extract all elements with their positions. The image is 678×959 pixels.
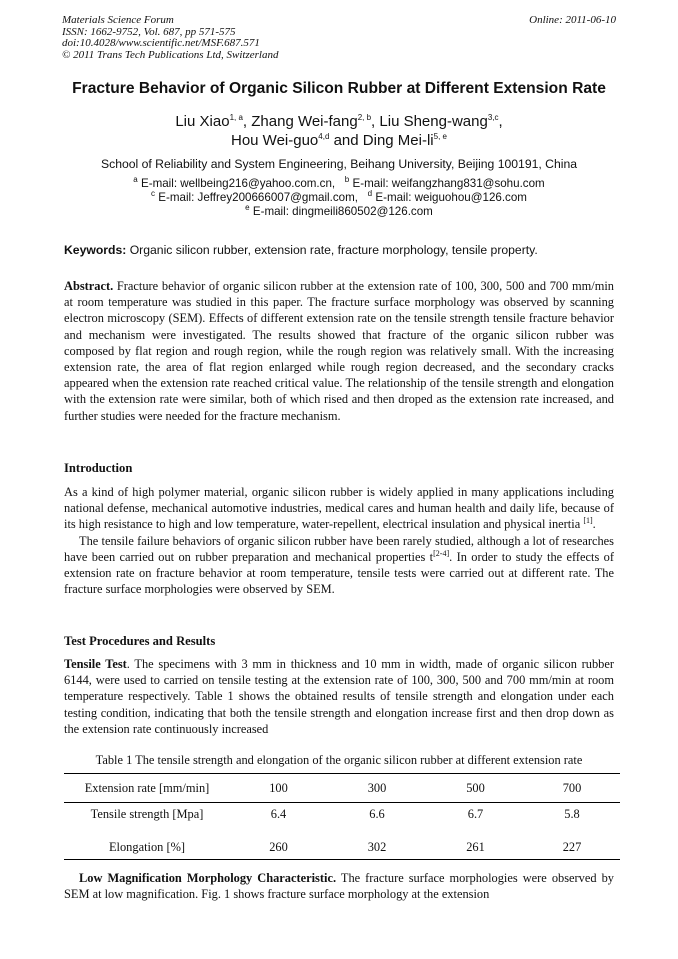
table-cell: 260 bbox=[269, 840, 288, 854]
keywords-label: Keywords: bbox=[64, 243, 127, 257]
author-and: and bbox=[333, 132, 359, 149]
email-address: E-mail: weifangzhang831@sohu.com bbox=[352, 177, 545, 190]
email-address: E-mail: dingmeili860502@126.com bbox=[252, 205, 433, 218]
intro-paragraph-2: The tensile failure behaviors of organic silicon rubber have been rarely studied, although a lot of researches have been carried out on rubber preparation and mechanical properties t[2-4]. In order to study the effects of extension rate on fracture behavior at room temperature, tensile tests were carried out at different rate. The fracture surface morphologies were observed by SEM. bbox=[64, 533, 615, 597]
table-cell: 500 bbox=[466, 780, 485, 795]
table-cell: 6.6 bbox=[369, 806, 385, 821]
section-heading-procedures: Test Procedures and Results bbox=[64, 634, 216, 648]
email-superscript: a bbox=[133, 175, 138, 185]
email-superscript: b bbox=[344, 175, 350, 185]
table-cell: 6.7 bbox=[467, 806, 484, 821]
table-1 bbox=[64, 773, 620, 860]
table-cell: Extension rate [mm/min] bbox=[84, 780, 210, 795]
citation: [1] bbox=[583, 516, 593, 526]
email-address: E-mail: weiguohou@126.com bbox=[375, 191, 527, 204]
abstract-text: Fracture behavior of organic silicon rubber at the extension rate of 100, 300, 500 and 700 mm/min at room temperature was studied in this paper. The fracture surface morphology was observed by scanning electron microscopy (SEM). Effects of different extension rate on the tensile strength tensile fracture behavior and mechanism were investigated. The results showed that fracture of the organic silicon rubber was composed by flat region and rough region, while the rough region was relatively small. With the increasing extension rate, the area of flat region enlarged while rough region decreased, and the secondary cracks appeared when the extension rate reached critical value. The relationship of the tensile strength and elongation with the extension rate were similar, both of which rised and then droped as the extension rate increased, and further studies were needed for the fracture mechanism. bbox=[64, 279, 614, 423]
email-superscript: d bbox=[367, 189, 373, 199]
journal-header bbox=[62, 15, 362, 61]
procedures-body bbox=[64, 656, 614, 737]
table-cell: 5.8 bbox=[564, 806, 580, 821]
author-superscript: 4,d bbox=[318, 132, 330, 141]
section-heading-introduction: Introduction bbox=[64, 461, 133, 475]
low-magnification-text: The fracture surface morphologies were observed by SEM at low magnification. Fig. 1 shows fracture surface morphology at the extension bbox=[64, 871, 614, 902]
table-cell: 6.4 bbox=[270, 806, 287, 821]
affiliation: School of Reliability and System Engineering, Beihang University, Beijing 100191, China bbox=[100, 157, 578, 171]
journal-doi: doi:10.4028/www.scientific.net/MSF.687.571 bbox=[62, 37, 260, 49]
table-cell: 227 bbox=[562, 840, 582, 854]
keywords-text: Organic silicon rubber, extension rate, fracture morphology, tensile property. bbox=[129, 243, 538, 257]
email-address: E-mail: wellbeing216@yahoo.com.cn, bbox=[140, 177, 336, 190]
journal-copyright: © 2011 Trans Tech Publications Ltd, Switzerland bbox=[62, 48, 279, 61]
table-cell: 100 bbox=[269, 780, 288, 795]
author-superscript: 2, b bbox=[357, 113, 372, 122]
email-superscript: c bbox=[151, 189, 156, 199]
author-list: Liu Xiao$^{1, a}$, Zhang Wei-fang$^{2, b}$, Liu Sheng-wang$^{3,c}$, Hou Wei-guo$^{4,d}$ and Ding Mei-li$^{5, e}$ bbox=[175, 113, 503, 149]
author-name: Ding Mei-li bbox=[362, 132, 434, 149]
author-superscript: 5, e bbox=[433, 132, 447, 141]
email-address: E-mail: Jeffrey200666007@gmail.com, bbox=[158, 191, 358, 204]
author-name: Hou Wei-guo bbox=[231, 132, 319, 149]
journal-name: Materials Science Forum bbox=[62, 14, 174, 26]
table-cell: Tensile strength [Mpa] bbox=[90, 806, 204, 821]
table-row bbox=[64, 825, 620, 859]
abstract-label: Abstract. bbox=[64, 279, 114, 293]
author-superscript: 3,c bbox=[487, 113, 499, 122]
low-magnification-body bbox=[64, 870, 614, 902]
email-superscript: e bbox=[245, 203, 250, 213]
table-cell: Elongation [%] bbox=[108, 840, 186, 854]
table-cell: 261 bbox=[466, 840, 485, 854]
table-header-row bbox=[64, 774, 620, 802]
author-name: Liu Sheng-wang bbox=[379, 113, 488, 130]
author-name: Zhang Wei-fang bbox=[251, 113, 358, 130]
journal-issn: ISSN: 1662-9752, Vol. 687, pp 571-575 bbox=[62, 25, 236, 38]
table-cell: 700 bbox=[562, 780, 582, 795]
table-row bbox=[64, 803, 620, 825]
intro-paragraph-1: As a kind of high polymer material, organic silicon rubber is widely applied in many applications including national defense, mechanical automotive industries, medical cares and human health and daily life, because of its high resistance to high and low temperature, water-repellent, electrical insulation and physical inertia [1]. bbox=[64, 485, 614, 532]
low-magnification-label: Low Magnification Morphology Characteristic. bbox=[79, 871, 337, 885]
online-date: Online: 2011-06-10 bbox=[529, 14, 616, 26]
paper-title: Fracture Behavior of Organic Silicon Rubber at Different Extension Rate bbox=[72, 80, 606, 97]
table-cell: 302 bbox=[367, 840, 387, 854]
author-superscript: 1, a bbox=[229, 113, 243, 122]
email-list bbox=[0, 177, 678, 219]
keywords bbox=[64, 243, 624, 257]
citation: [2-4] bbox=[433, 548, 450, 558]
abstract bbox=[64, 278, 614, 424]
tensile-test-label: Tensile Test bbox=[64, 657, 127, 671]
author-name: Liu Xiao bbox=[175, 113, 230, 130]
table-cell: 300 bbox=[367, 780, 387, 795]
introduction-body bbox=[64, 484, 614, 597]
table-caption: Table 1 The tensile strength and elongation of the organic silicon rubber at different extension rate bbox=[95, 753, 583, 767]
tensile-test-text: . The specimens with 3 mm in thickness and 10 mm in width, made of organic silicon rubber 6144, were used to carried on tensile testing at the extension rate of 100, 300, 500 and 700 mm/min at room temperature respectively. Table 1 shows the obtained results of tensile strength and elongation under each testing condition, indicating that both the tensile strength and elongation increase first and then drop down as the extension rate continuously increased bbox=[64, 657, 615, 736]
